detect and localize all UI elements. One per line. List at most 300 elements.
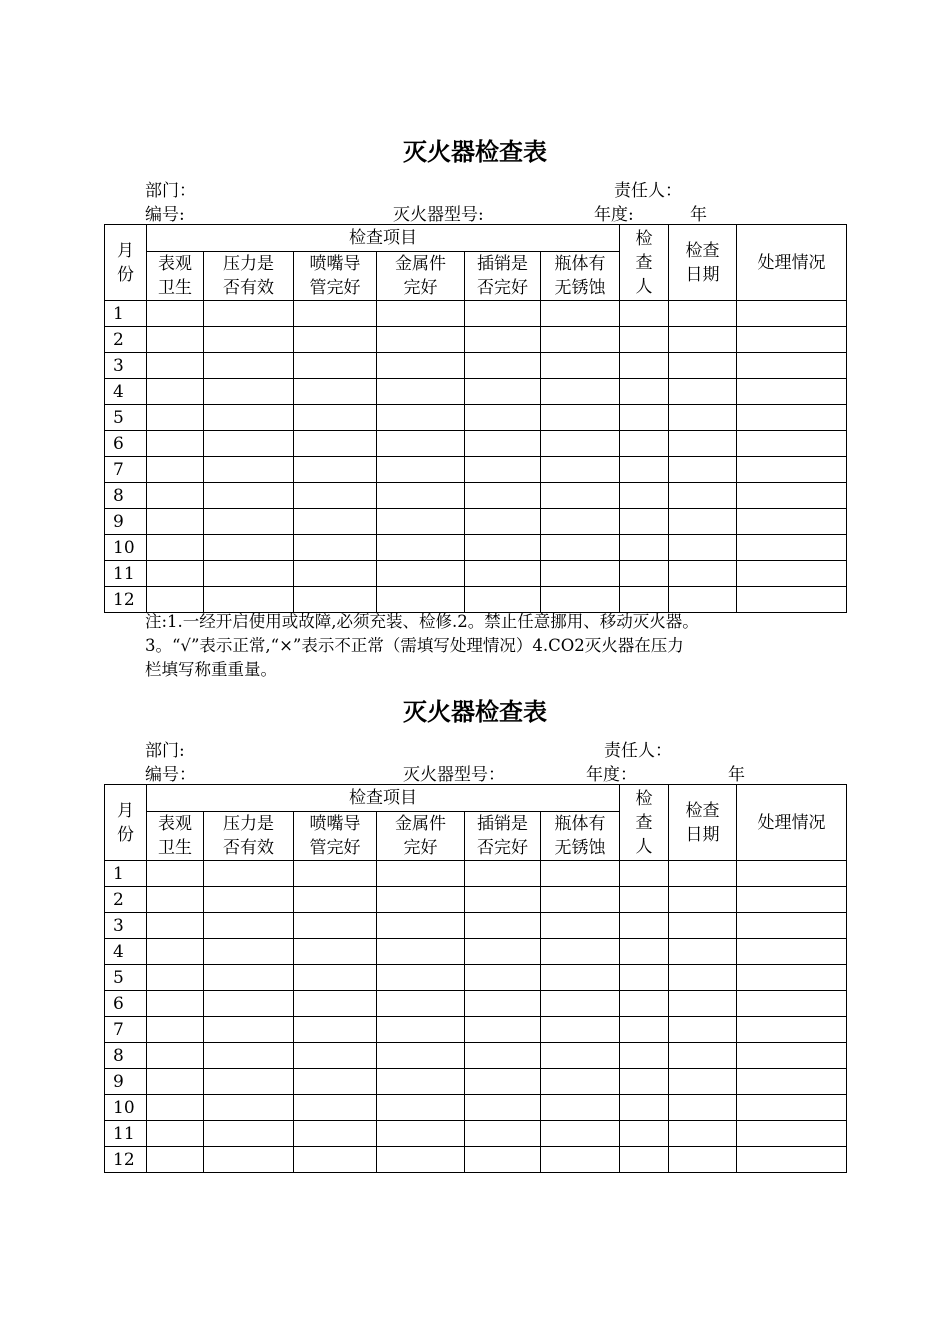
metal-cell[interactable]	[377, 353, 465, 379]
pin-cell[interactable]	[465, 587, 541, 613]
appearance-cell[interactable]	[147, 861, 204, 887]
cylinder-cell[interactable]	[541, 1017, 620, 1043]
pin-cell[interactable]	[465, 509, 541, 535]
handling-header: 处理情况	[737, 785, 847, 861]
date-cell[interactable]	[669, 431, 737, 457]
nozzle-cell[interactable]	[294, 861, 377, 887]
pin-cell[interactable]	[465, 561, 541, 587]
month-cell: 1	[105, 861, 147, 887]
pressure-cell[interactable]	[204, 431, 294, 457]
table-row	[105, 483, 847, 509]
handling-cell[interactable]	[737, 1095, 847, 1121]
handling-cell[interactable]	[737, 509, 847, 535]
nozzle-cell[interactable]	[294, 535, 377, 561]
metal-cell[interactable]	[377, 379, 465, 405]
nozzle-cell[interactable]	[294, 327, 377, 353]
note-line: 注:1.一经开启使用或故障,必须充装、检修.2。禁止任意挪用、移动灭火器。	[145, 612, 699, 631]
table-row	[105, 939, 847, 965]
pressure-cell[interactable]	[204, 991, 294, 1017]
nozzle-cell[interactable]	[294, 1147, 377, 1173]
nozzle-cell[interactable]	[294, 405, 377, 431]
cylinder-cell[interactable]	[541, 587, 620, 613]
table-row	[105, 301, 847, 327]
table-row	[105, 561, 847, 587]
table-row	[105, 965, 847, 991]
pressure-cell[interactable]	[204, 535, 294, 561]
metal-cell[interactable]	[377, 887, 465, 913]
inspector-cell[interactable]	[620, 939, 669, 965]
date-cell[interactable]	[669, 509, 737, 535]
date-cell[interactable]	[669, 1121, 737, 1147]
date-cell[interactable]	[669, 587, 737, 613]
cylinder-cell[interactable]	[541, 379, 620, 405]
table-row	[105, 1017, 847, 1043]
table-row	[105, 327, 847, 353]
cylinder-cell[interactable]	[541, 1147, 620, 1173]
month-cell: 6	[105, 991, 147, 1017]
handling-cell[interactable]	[737, 431, 847, 457]
month-cell: 7	[105, 457, 147, 483]
cylinder-cell[interactable]	[541, 535, 620, 561]
metal-cell[interactable]	[377, 327, 465, 353]
date-cell[interactable]	[669, 939, 737, 965]
handling-cell[interactable]	[737, 405, 847, 431]
appearance-cell[interactable]	[147, 1043, 204, 1069]
pressure-cell[interactable]	[204, 457, 294, 483]
month-cell: 11	[105, 1121, 147, 1147]
handling-cell[interactable]	[737, 887, 847, 913]
handling-cell[interactable]	[737, 457, 847, 483]
month-cell: 5	[105, 405, 147, 431]
cylinder-cell[interactable]	[541, 1043, 620, 1069]
pressure-cell[interactable]	[204, 1147, 294, 1173]
number-label: 编号：	[145, 765, 196, 785]
appearance-cell[interactable]	[147, 535, 204, 561]
nozzle-cell[interactable]	[294, 587, 377, 613]
extinguisher-model-label: 灭火器型号:	[393, 205, 484, 225]
metal-cell[interactable]	[377, 1095, 465, 1121]
cylinder-cell[interactable]	[541, 509, 620, 535]
appearance-cell[interactable]	[147, 483, 204, 509]
handling-cell[interactable]	[737, 535, 847, 561]
handling-cell[interactable]	[737, 327, 847, 353]
inspection-items-header: 检查项目	[147, 785, 620, 812]
metal-cell[interactable]	[377, 939, 465, 965]
month-cell: 7	[105, 1017, 147, 1043]
table-row	[105, 861, 847, 887]
pressure-cell[interactable]	[204, 483, 294, 509]
nozzle-cell[interactable]	[294, 1069, 377, 1095]
pressure-cell[interactable]	[204, 1095, 294, 1121]
department-label: 部门:	[145, 741, 185, 761]
pin-cell[interactable]	[465, 327, 541, 353]
pressure-cell[interactable]	[204, 939, 294, 965]
month-cell: 2	[105, 887, 147, 913]
cylinder-cell[interactable]	[541, 1121, 620, 1147]
item-nozzle-header: 喷嘴导 管完好	[294, 252, 377, 301]
month-cell: 5	[105, 965, 147, 991]
inspection-table	[104, 224, 847, 613]
pin-cell[interactable]	[465, 535, 541, 561]
nozzle-cell[interactable]	[294, 379, 377, 405]
appearance-cell[interactable]	[147, 301, 204, 327]
pin-cell[interactable]	[465, 353, 541, 379]
handling-cell[interactable]	[737, 1043, 847, 1069]
extinguisher-model-label: 灭火器型号：	[403, 765, 505, 785]
nozzle-cell[interactable]	[294, 301, 377, 327]
responsible-person-label: 责任人：	[604, 741, 672, 761]
date-cell[interactable]	[669, 991, 737, 1017]
table-row	[105, 405, 847, 431]
metal-cell[interactable]	[377, 405, 465, 431]
metal-cell[interactable]	[377, 587, 465, 613]
nozzle-cell[interactable]	[294, 353, 377, 379]
month-cell: 10	[105, 1095, 147, 1121]
inspector-cell[interactable]	[620, 965, 669, 991]
pin-cell[interactable]	[465, 991, 541, 1017]
table-row	[105, 379, 847, 405]
cylinder-cell[interactable]	[541, 483, 620, 509]
handling-cell[interactable]	[737, 587, 847, 613]
inspector-cell[interactable]	[620, 1121, 669, 1147]
item-nozzle-header: 喷嘴导 管完好	[294, 812, 377, 861]
pin-cell[interactable]	[465, 457, 541, 483]
handling-cell[interactable]	[737, 1121, 847, 1147]
inspector-cell[interactable]	[620, 301, 669, 327]
pressure-cell[interactable]	[204, 587, 294, 613]
pin-cell[interactable]	[465, 301, 541, 327]
inspector-cell[interactable]	[620, 913, 669, 939]
nozzle-cell[interactable]	[294, 991, 377, 1017]
table-row	[105, 353, 847, 379]
appearance-cell[interactable]	[147, 353, 204, 379]
nozzle-cell[interactable]	[294, 561, 377, 587]
appearance-cell[interactable]	[147, 561, 204, 587]
nozzle-cell[interactable]	[294, 457, 377, 483]
pin-cell[interactable]	[465, 405, 541, 431]
metal-cell[interactable]	[377, 1043, 465, 1069]
inspector-cell[interactable]	[620, 1069, 669, 1095]
appearance-cell[interactable]	[147, 379, 204, 405]
handling-cell[interactable]	[737, 1017, 847, 1043]
pressure-cell[interactable]	[204, 1069, 294, 1095]
handling-cell[interactable]	[737, 379, 847, 405]
month-cell: 12	[105, 1147, 147, 1173]
metal-cell[interactable]	[377, 535, 465, 561]
appearance-cell[interactable]	[147, 1017, 204, 1043]
table-row	[105, 991, 847, 1017]
metal-cell[interactable]	[377, 1069, 465, 1095]
pin-cell[interactable]	[465, 1017, 541, 1043]
pin-cell[interactable]	[465, 1121, 541, 1147]
inspector-cell[interactable]	[620, 1147, 669, 1173]
month-cell: 11	[105, 561, 147, 587]
date-cell[interactable]	[669, 353, 737, 379]
item-appearance-header: 表观 卫生	[147, 812, 204, 861]
metal-cell[interactable]	[377, 561, 465, 587]
date-cell[interactable]	[669, 887, 737, 913]
inspector-cell[interactable]	[620, 561, 669, 587]
metal-cell[interactable]	[377, 1017, 465, 1043]
inspector-cell[interactable]	[620, 509, 669, 535]
note-line: 3。“√”表示正常,“×”表示不正常（需填写处理情况）4.CO2灭火器在压力	[145, 636, 684, 655]
metal-cell[interactable]	[377, 965, 465, 991]
pressure-cell[interactable]	[204, 861, 294, 887]
date-cell[interactable]	[669, 1017, 737, 1043]
pin-cell[interactable]	[465, 965, 541, 991]
date-cell[interactable]	[669, 1069, 737, 1095]
cylinder-cell[interactable]	[541, 353, 620, 379]
table-row	[105, 509, 847, 535]
cylinder-cell[interactable]	[541, 561, 620, 587]
inspector-cell[interactable]	[620, 1095, 669, 1121]
pin-cell[interactable]	[465, 861, 541, 887]
pin-cell[interactable]	[465, 1043, 541, 1069]
table-row	[105, 457, 847, 483]
inspector-cell[interactable]	[620, 1017, 669, 1043]
date-cell[interactable]	[669, 535, 737, 561]
inspector-cell[interactable]	[620, 353, 669, 379]
date-cell[interactable]	[669, 379, 737, 405]
handling-cell[interactable]	[737, 301, 847, 327]
inspection-items-header: 检查项目	[147, 225, 620, 252]
metal-cell[interactable]	[377, 861, 465, 887]
year-unit: 年	[690, 205, 707, 225]
inspector-cell[interactable]	[620, 457, 669, 483]
item-pressure-header: 压力是 否有效	[204, 812, 294, 861]
item-pin-header: 插销是 否完好	[465, 812, 541, 861]
nozzle-cell[interactable]	[294, 1017, 377, 1043]
item-metal-header: 金属件 完好	[377, 252, 465, 301]
inspector-cell[interactable]	[620, 861, 669, 887]
pressure-cell[interactable]	[204, 1017, 294, 1043]
pin-cell[interactable]	[465, 1095, 541, 1121]
cylinder-cell[interactable]	[541, 887, 620, 913]
month-cell: 4	[105, 379, 147, 405]
appearance-cell[interactable]	[147, 509, 204, 535]
pressure-cell[interactable]	[204, 509, 294, 535]
appearance-cell[interactable]	[147, 991, 204, 1017]
handling-cell[interactable]	[737, 991, 847, 1017]
appearance-cell[interactable]	[147, 887, 204, 913]
handling-cell[interactable]	[737, 861, 847, 887]
handling-cell[interactable]	[737, 965, 847, 991]
handling-cell[interactable]	[737, 483, 847, 509]
table-row	[105, 587, 847, 613]
date-cell[interactable]	[669, 1147, 737, 1173]
month-header: 月 份	[105, 785, 147, 861]
date-cell[interactable]	[669, 965, 737, 991]
handling-header: 处理情况	[737, 225, 847, 301]
table-row	[105, 1121, 847, 1147]
pressure-cell[interactable]	[204, 887, 294, 913]
appearance-cell[interactable]	[147, 965, 204, 991]
table-row	[105, 535, 847, 561]
nozzle-cell[interactable]	[294, 1095, 377, 1121]
appearance-cell[interactable]	[147, 587, 204, 613]
pressure-cell[interactable]	[204, 327, 294, 353]
month-cell: 8	[105, 483, 147, 509]
handling-cell[interactable]	[737, 1069, 847, 1095]
date-cell[interactable]	[669, 561, 737, 587]
pressure-cell[interactable]	[204, 561, 294, 587]
pin-cell[interactable]	[465, 913, 541, 939]
appearance-cell[interactable]	[147, 327, 204, 353]
pin-cell[interactable]	[465, 483, 541, 509]
inspector-cell[interactable]	[620, 1043, 669, 1069]
year-label: 年度:	[594, 205, 634, 225]
date-cell[interactable]	[669, 913, 737, 939]
item-cylinder-header: 瓶体有 无锈蚀	[541, 252, 620, 301]
nozzle-cell[interactable]	[294, 913, 377, 939]
table-row	[105, 1043, 847, 1069]
form-title: 灭火器检查表	[403, 697, 547, 726]
inspector-cell[interactable]	[620, 431, 669, 457]
appearance-cell[interactable]	[147, 1095, 204, 1121]
month-cell: 9	[105, 509, 147, 535]
pressure-cell[interactable]	[204, 1121, 294, 1147]
cylinder-cell[interactable]	[541, 405, 620, 431]
date-cell[interactable]	[669, 861, 737, 887]
appearance-cell[interactable]	[147, 1121, 204, 1147]
table-row	[105, 431, 847, 457]
year-unit: 年	[728, 765, 745, 785]
nozzle-cell[interactable]	[294, 431, 377, 457]
pin-cell[interactable]	[465, 1147, 541, 1173]
cylinder-cell[interactable]	[541, 861, 620, 887]
pressure-cell[interactable]	[204, 913, 294, 939]
month-cell: 4	[105, 939, 147, 965]
metal-cell[interactable]	[377, 483, 465, 509]
table-row	[105, 1095, 847, 1121]
inspector-cell[interactable]	[620, 379, 669, 405]
inspection-date-header: 检查 日期	[669, 225, 737, 301]
metal-cell[interactable]	[377, 1121, 465, 1147]
month-cell: 12	[105, 587, 147, 613]
cylinder-cell[interactable]	[541, 939, 620, 965]
nozzle-cell[interactable]	[294, 483, 377, 509]
cylinder-cell[interactable]	[541, 913, 620, 939]
item-appearance-header: 表观 卫生	[147, 252, 204, 301]
inspection-table	[104, 784, 847, 1173]
pressure-cell[interactable]	[204, 301, 294, 327]
department-label: 部门：	[145, 181, 196, 201]
month-header: 月 份	[105, 225, 147, 301]
appearance-cell[interactable]	[147, 431, 204, 457]
pin-cell[interactable]	[465, 379, 541, 405]
nozzle-cell[interactable]	[294, 887, 377, 913]
metal-cell[interactable]	[377, 991, 465, 1017]
number-label: 编号:	[145, 205, 185, 225]
table-row	[105, 1147, 847, 1173]
month-cell: 3	[105, 913, 147, 939]
item-cylinder-header: 瓶体有 无锈蚀	[541, 812, 620, 861]
cylinder-cell[interactable]	[541, 965, 620, 991]
nozzle-cell[interactable]	[294, 1121, 377, 1147]
pin-cell[interactable]	[465, 887, 541, 913]
metal-cell[interactable]	[377, 1147, 465, 1173]
month-cell: 10	[105, 535, 147, 561]
date-cell[interactable]	[669, 301, 737, 327]
appearance-cell[interactable]	[147, 1147, 204, 1173]
appearance-cell[interactable]	[147, 405, 204, 431]
month-cell: 6	[105, 431, 147, 457]
pressure-cell[interactable]	[204, 353, 294, 379]
cylinder-cell[interactable]	[541, 431, 620, 457]
pressure-cell[interactable]	[204, 379, 294, 405]
nozzle-cell[interactable]	[294, 965, 377, 991]
inspector-cell[interactable]	[620, 405, 669, 431]
cylinder-cell[interactable]	[541, 457, 620, 483]
pressure-cell[interactable]	[204, 1043, 294, 1069]
table-row	[105, 913, 847, 939]
handling-cell[interactable]	[737, 353, 847, 379]
form-title: 灭火器检查表	[403, 137, 547, 166]
year-label: 年度：	[586, 765, 637, 785]
month-cell: 2	[105, 327, 147, 353]
cylinder-cell[interactable]	[541, 301, 620, 327]
item-pin-header: 插销是 否完好	[465, 252, 541, 301]
pin-cell[interactable]	[465, 1069, 541, 1095]
nozzle-cell[interactable]	[294, 1043, 377, 1069]
metal-cell[interactable]	[377, 913, 465, 939]
metal-cell[interactable]	[377, 431, 465, 457]
inspector-cell[interactable]	[620, 535, 669, 561]
nozzle-cell[interactable]	[294, 939, 377, 965]
pin-cell[interactable]	[465, 939, 541, 965]
date-cell[interactable]	[669, 327, 737, 353]
item-metal-header: 金属件 完好	[377, 812, 465, 861]
cylinder-cell[interactable]	[541, 991, 620, 1017]
handling-cell[interactable]	[737, 939, 847, 965]
cylinder-cell[interactable]	[541, 1069, 620, 1095]
date-cell[interactable]	[669, 457, 737, 483]
cylinder-cell[interactable]	[541, 327, 620, 353]
handling-cell[interactable]	[737, 561, 847, 587]
cylinder-cell[interactable]	[541, 1095, 620, 1121]
inspector-cell[interactable]	[620, 587, 669, 613]
appearance-cell[interactable]	[147, 1069, 204, 1095]
inspector-cell[interactable]	[620, 887, 669, 913]
month-cell: 1	[105, 301, 147, 327]
metal-cell[interactable]	[377, 457, 465, 483]
pin-cell[interactable]	[465, 431, 541, 457]
appearance-cell[interactable]	[147, 457, 204, 483]
note-line: 栏填写称重重量。	[145, 660, 277, 679]
appearance-cell[interactable]	[147, 939, 204, 965]
pressure-cell[interactable]	[204, 405, 294, 431]
handling-cell[interactable]	[737, 1147, 847, 1173]
date-cell[interactable]	[669, 1095, 737, 1121]
date-cell[interactable]	[669, 483, 737, 509]
pressure-cell[interactable]	[204, 965, 294, 991]
appearance-cell[interactable]	[147, 913, 204, 939]
nozzle-cell[interactable]	[294, 509, 377, 535]
handling-cell[interactable]	[737, 913, 847, 939]
date-cell[interactable]	[669, 1043, 737, 1069]
inspector-header: 检 查 人	[620, 785, 669, 861]
metal-cell[interactable]	[377, 301, 465, 327]
responsible-person-label: 责任人：	[614, 181, 682, 201]
inspector-cell[interactable]	[620, 991, 669, 1017]
date-cell[interactable]	[669, 405, 737, 431]
table-row	[105, 887, 847, 913]
metal-cell[interactable]	[377, 509, 465, 535]
inspector-cell[interactable]	[620, 483, 669, 509]
month-cell: 9	[105, 1069, 147, 1095]
month-cell: 3	[105, 353, 147, 379]
inspector-cell[interactable]	[620, 327, 669, 353]
